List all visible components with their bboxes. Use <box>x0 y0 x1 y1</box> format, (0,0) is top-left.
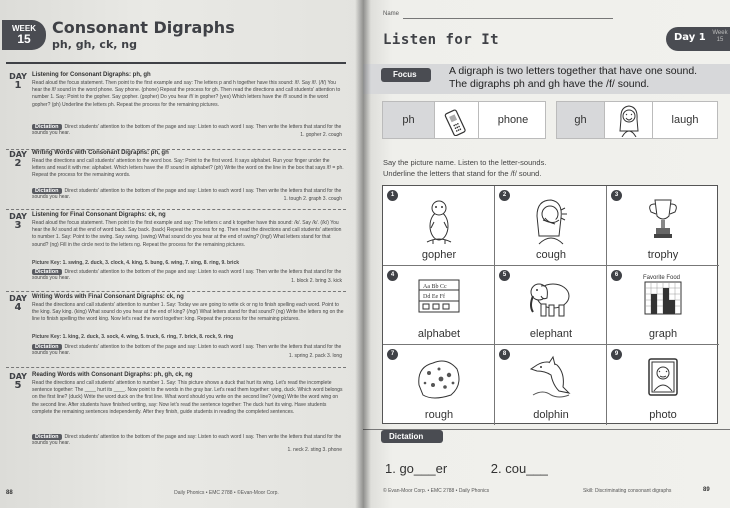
item-number: 7 <box>387 349 398 360</box>
day-title: Reading Words with Consonant Digraphs: ph, gh, ck, ng <box>32 372 193 378</box>
instruction-line-1: Say the picture name. Listen to the letter-sounds. <box>383 158 547 167</box>
book-gutter <box>355 0 371 508</box>
picture-grid <box>382 185 718 424</box>
picture-word: graph <box>648 328 678 341</box>
picture-cell-7[interactable] <box>383 345 495 425</box>
item-number: 5 <box>499 270 510 281</box>
day-label: DAY 4 <box>9 294 27 313</box>
gopher-icon <box>419 196 459 246</box>
digraph-letters: ph <box>383 102 435 138</box>
day-label: DAY 1 <box>9 72 27 91</box>
dictation-items <box>385 461 588 476</box>
day-section-3 <box>6 212 346 292</box>
item-number: 2 <box>499 190 510 201</box>
day-label: DAY 3 <box>9 212 27 231</box>
picture-cell-9[interactable] <box>607 345 719 425</box>
phone-icon <box>435 102 479 138</box>
dictation-answers: 1. tough 2. graph 3. cough <box>283 196 342 202</box>
svg-text:Dd Ee Ff: Dd Ee Ff <box>423 293 445 300</box>
picture-cell-4[interactable] <box>383 266 495 346</box>
day-title: Writing Words with Final Consonant Digraphs: ck, ng <box>32 294 184 300</box>
day-instructions: Read the directions and call students' attention to number 1. Say: Today we are going to write ck or ng to finish spelling each word. Point to the king. Say king. (king) What sound do you hear at the end of king? (/ng/) What letters stand for that sound? (ng) Write the letters ng on the line to finish spelling the word king. Now let's read the word together: king. Repeat the process for the remaining pictures. <box>32 302 344 323</box>
day-title: Writing Words with Consonant Digraphs: ph, gh <box>32 150 169 156</box>
day-tab-label: Day 1 <box>674 32 706 43</box>
dictation-answers: 1. spring 2. pack 3. long <box>288 353 342 359</box>
name-label: Name <box>383 11 400 17</box>
lesson-subtitle: ph, gh, ck, ng <box>52 38 137 51</box>
dictation-pill: Dictation <box>32 124 62 130</box>
right-page <box>363 0 730 508</box>
cough-icon <box>531 196 571 246</box>
picture-key: Picture Key: 1. swing, 2. duck, 3. clock, 4. king, 5. bung, 6. wing, 7. sing, 8. ring, 9. brick <box>32 260 240 266</box>
day-section-2 <box>6 150 346 210</box>
digraph-example-word: laugh <box>671 114 699 126</box>
left-page <box>0 0 363 508</box>
dictation-answers: 1. block 2. bring 3. kick <box>291 278 342 284</box>
rock-icon <box>415 355 463 401</box>
dictation-item-1[interactable]: 1. go___er <box>385 461 448 476</box>
day-instructions: Read aloud the focus statement. Then point to the first example and say: The letters c and k together have this sound: /k/. Say /k/. (/k/) You hear the /k/ sound at the end of word back. Say back. (back) Repeat the process for ng. Then read the directions and call students' attention to number 1. Say: Point to the swing. Say swing. (swing) What sound do you hear at the end of swing? (/ng/) What letters stand for that sound? (ng) Fill in the circle next to the letters ng. Repeat the process for the remaining pictures. <box>32 220 342 248</box>
day-section-4 <box>6 294 346 368</box>
day-title: Listening for Final Consonant Digraphs: ck, ng <box>32 212 166 218</box>
dictation-pill: Dictation <box>32 188 62 194</box>
photo-icon <box>643 355 683 401</box>
divider <box>6 62 346 64</box>
dictation-item-2[interactable]: 2. cou___ <box>490 461 548 476</box>
day-instructions: Read aloud the focus statement. Then point to the first example and say: The letters p and h together have this sound: /f/. Say /f/. (/f/) You hear the /f/ sound in the word phone. Say phone. (phone) Repeat the process for gh. Then read the directions and call students' attention to number 1. Say: Point to the gopher. Say gopher. (gopher) Do you hear /f/ in gopher? (yes) Which letters have the /f/ sound in the word gopher? (ph) Underline the letters ph. Repeat the process for the remaining pictures. <box>32 80 341 108</box>
dictation-row <box>32 124 344 136</box>
lesson-title: Consonant Digraphs <box>52 18 235 37</box>
dictation-row <box>32 434 344 446</box>
picture-word: photo <box>649 408 677 421</box>
picture-word: elephant <box>529 328 573 341</box>
dictation-pill: Dictation <box>32 434 62 440</box>
picture-cell-5[interactable] <box>495 266 607 346</box>
week-number: 15 <box>17 32 31 46</box>
picture-cell-2[interactable] <box>495 186 607 266</box>
focus-text <box>449 65 719 91</box>
digraph-letters: gh <box>557 102 605 138</box>
day-label: DAY 5 <box>9 372 27 391</box>
right-footer <box>383 488 723 494</box>
picture-cell-1[interactable] <box>383 186 495 266</box>
dictation-text: Direct students' attention to the bottom of the page and say: Listen to each word I say. Then write the letters that stand for the sounds you hear. <box>32 269 342 281</box>
picture-cell-8[interactable] <box>495 345 607 425</box>
picture-word: alphabet <box>417 328 461 341</box>
dictation-text: Direct students' attention to the bottom of the page and say: Listen to each word I say. Then write the letters that stand for the sounds you hear. <box>32 188 342 200</box>
dictation-label: Dictation <box>381 430 443 443</box>
footer-text: Daily Phonics • EMC 2788 • ©Evan-Moor Corp. <box>174 490 279 496</box>
instruction-line-2: Underline the letters that stand for the /f/ sound. <box>383 169 542 178</box>
footer-copyright: © Evan-Moor Corp. • EMC 2788 • Daily Phonics <box>383 488 490 494</box>
page-number: 88 <box>6 490 13 496</box>
page-title: Listen for It <box>383 32 500 48</box>
item-number: 8 <box>499 349 510 360</box>
graph-icon <box>641 272 685 318</box>
focus-label: Focus <box>381 68 431 82</box>
dictation-answers: 1. neck 2. sting 3. phone <box>287 447 342 453</box>
dictation-text: Direct students' attention to the bottom of the page and say: Listen to each word I say. Then write the letters that stand for the sounds you hear. <box>32 434 342 446</box>
picture-key: Picture Key: 1. king, 2. duck, 3. sock, 4. wing, 5. truck, 6. ring, 7. brick, 8. rock, 9. ring <box>32 334 234 340</box>
instructions <box>383 157 546 179</box>
item-number: 1 <box>387 190 398 201</box>
day-section-1 <box>6 72 346 150</box>
picture-cell-3[interactable] <box>607 186 719 266</box>
focus-line-2: The digraphs ph and gh have the /f/ sound. <box>449 78 650 90</box>
picture-word: trophy <box>647 248 679 261</box>
item-number: 4 <box>387 270 398 281</box>
name-line[interactable] <box>403 18 613 19</box>
day-instructions: Read the directions and call students' attention to number 1. Say: This picture shows a duck that hurt its wing. Let's read the incomplete sentence together: The ____ hurt its ____. Now point to the words in the gray bar. Let's read them together: wing, duck. Which word belongs on the first line? (duck) Write the word duck on the first line. What word should you write on the second line? (wing) Write the word wing on the second line. After students have finished writing, say: Now let's read the sentence together: The duck hurt its wing. Have students complete the remaining sentences independently. After they finish, guide students in reading the completed sentences. <box>32 380 343 415</box>
trophy-icon <box>643 196 683 246</box>
day-instructions: Read the directions and call students' attention to the word box. Say: Point to the first word. It says alphabet. Run your finger under the letters and read it with me: alphabet. Which letters have the /f/ sound in alphabet? (ph) Write the word on the line in the box that says /f/ = ph. Repeat the process for the remaining words. <box>32 158 344 179</box>
day-title: Listening for Consonant Digraphs: ph, gh <box>32 72 151 78</box>
laughing-girl-icon <box>605 102 653 138</box>
picture-word: dolphin <box>533 408 569 421</box>
week-badge <box>2 20 46 50</box>
week-tab-label: Week 15 <box>712 30 728 43</box>
item-number: 6 <box>611 270 622 281</box>
digraph-example-word: phone <box>497 114 529 126</box>
picture-word: rough <box>424 408 454 421</box>
dictation-answers: 1. gopher 2. cough <box>300 132 342 138</box>
dictation-pill: Dictation <box>32 344 62 350</box>
dictation-text: Direct students' attention to the bottom of the page and say: Listen to each word I say. Then write the letters that stand for the sounds you hear. <box>32 344 342 356</box>
dictation-pill: Dictation <box>32 269 62 275</box>
day-section-5 <box>6 372 346 458</box>
picture-word: gopher <box>421 248 457 261</box>
page-number: 89 <box>703 487 710 493</box>
dolphin-icon <box>529 355 573 401</box>
svg-text:Favorite Food: Favorite Food <box>643 274 681 281</box>
day-label: DAY 2 <box>9 150 27 169</box>
alphabet-icon <box>417 276 461 320</box>
item-number: 9 <box>611 349 622 360</box>
item-number: 3 <box>611 190 622 201</box>
focus-line-1: A digraph is two letters together that have one sound. <box>449 65 698 77</box>
picture-cell-6[interactable] <box>607 266 719 346</box>
footer-skill: Skill: Discriminating consonant digraphs <box>583 488 672 494</box>
day-tab <box>666 27 730 51</box>
left-footer <box>6 490 279 496</box>
svg-text:Aa Bb Cc: Aa Bb Cc <box>423 283 447 290</box>
week-label: WEEK <box>12 24 36 33</box>
digraph-example-gh <box>556 101 718 139</box>
elephant-icon <box>527 276 575 320</box>
digraph-example-ph <box>382 101 546 139</box>
dictation-text: Direct students' attention to the bottom of the page and say: Listen to each word I say. Then write the letters that stand for the sounds you hear. <box>32 124 342 136</box>
picture-word: cough <box>536 248 566 261</box>
